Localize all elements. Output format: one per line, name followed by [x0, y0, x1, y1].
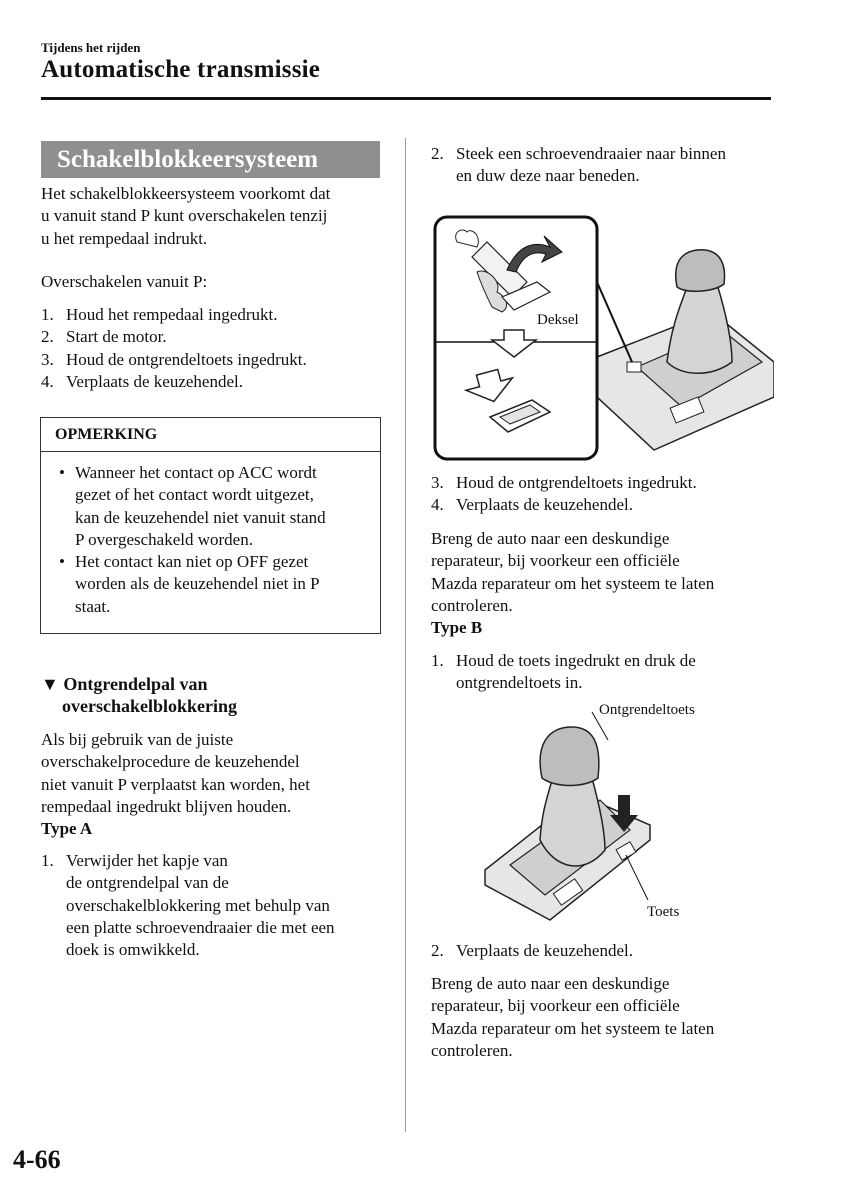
bullet: • — [59, 463, 65, 482]
para-line: Breng de auto naar een deskundige — [431, 974, 670, 993]
note-item — [59, 462, 380, 551]
para-line: reparateur, bij voorkeur een officiële — [431, 551, 680, 571]
shifter-knob — [676, 250, 725, 291]
para-line: controleren. — [431, 1040, 513, 1060]
section-title: Schakelblokkeersysteem — [41, 141, 380, 178]
step-text: Verplaats de keuzehendel. — [456, 941, 633, 960]
shifter-boot — [540, 778, 605, 866]
breadcrumb: Tijdens het rijden — [41, 40, 141, 55]
step-line: de ontgrendelpal van de — [66, 873, 229, 893]
step-line: doek is omwikkeld. — [66, 940, 200, 960]
para-line: rempedaal ingedrukt blijven houden. — [41, 796, 292, 816]
note-line: gezet of het contact wordt uitgezet, — [75, 485, 314, 505]
type-b-label: Type B — [431, 618, 483, 638]
note-line: worden als de keuzehendel niet in P — [75, 574, 320, 594]
step-number: 3. — [41, 349, 54, 369]
para-line: controleren. — [431, 595, 513, 615]
title-rule — [41, 97, 771, 100]
type-a-steps-list — [431, 472, 776, 517]
step-text — [456, 650, 696, 695]
step-line: Steek een schroevendraaier naar binnen — [456, 144, 726, 163]
para-line: Mazda reparateur om het systeem te laten — [431, 573, 715, 593]
dealer-paragraph-2 — [431, 973, 781, 1062]
button-label: Toets — [647, 904, 680, 920]
type-b-illustration — [480, 700, 720, 932]
step-number: 3. — [431, 473, 444, 492]
type-a-step-2 — [431, 143, 776, 188]
type-a-label: Type A — [41, 819, 93, 839]
step-line: een platte schroevendraaier die met een — [66, 917, 335, 937]
step-number: 2. — [41, 327, 54, 347]
step-text — [456, 143, 726, 188]
para-line: Breng de auto naar een deskundige — [431, 529, 670, 548]
page-number: 4-66 — [13, 1145, 61, 1174]
note-item-text — [75, 551, 320, 618]
bullet: • — [59, 552, 65, 572]
cover-label: Deksel — [537, 312, 579, 328]
subheading-line: Ontgrendelpal van — [63, 674, 208, 694]
step-text: Houd het rempedaal ingedrukt. — [66, 305, 278, 324]
step-line: overschakelblokkering met behulp van — [66, 895, 330, 915]
note-list — [41, 452, 380, 618]
step-line: en duw deze naar beneden. — [456, 166, 640, 186]
type-a-illustration — [432, 212, 774, 470]
step-text — [66, 850, 335, 961]
note-line: Wanneer het contact op ACC wordt — [75, 463, 317, 482]
note-line: P overgeschakeld worden. — [75, 529, 253, 549]
step-number: 1. — [41, 305, 54, 324]
note-line: Het contact kan niet op OFF gezet — [75, 552, 309, 572]
list-item — [41, 326, 391, 348]
step-number: 2. — [431, 144, 444, 163]
step-text: Start de motor. — [66, 327, 167, 347]
note-item — [59, 551, 380, 618]
page-title: Automatische transmissie — [41, 56, 321, 83]
para-line: reparateur, bij voorkeur een officiële — [431, 996, 680, 1016]
step-line: Houd de toets ingedrukt en druk de — [456, 651, 696, 670]
release-subheading — [41, 673, 237, 717]
triangle-down-icon: ▼ — [41, 674, 59, 694]
step-text: Houd de ontgrendeltoets ingedrukt. — [456, 473, 697, 492]
note-line: kan de keuzehendel niet vanuit stand — [75, 507, 326, 527]
para-line: Mazda reparateur om het systeem te laten — [431, 1018, 715, 1038]
type-b-step — [431, 650, 776, 695]
step-number: 4. — [431, 495, 444, 515]
intro-line: u vanuit stand P kunt overschakelen tenzij — [41, 206, 328, 226]
list-item — [41, 304, 391, 326]
note-heading: OPMERKING — [41, 418, 380, 452]
column-divider — [405, 138, 406, 1132]
type-b-step-2 — [431, 940, 776, 962]
list-item — [431, 472, 776, 494]
type-a-step — [41, 850, 401, 961]
cover-slot — [627, 362, 641, 372]
release-button-label: Ontgrendeltoets — [599, 702, 695, 718]
figure-type-a — [432, 212, 774, 470]
intro-line: u het rempedaal indrukt. — [41, 228, 208, 248]
step-line: ontgrendeltoets in. — [456, 673, 583, 693]
intro-paragraph — [41, 183, 391, 250]
step-number: 4. — [41, 371, 54, 391]
note-item-text — [75, 462, 326, 551]
step-number: 1. — [41, 851, 54, 870]
list-item — [41, 349, 391, 371]
para-line: Als bij gebruik van de juiste — [41, 730, 234, 749]
note-box — [40, 417, 381, 634]
para-line: overschakelprocedure de keuzehendel — [41, 752, 300, 772]
step-text: Houd de ontgrendeltoets ingedrukt. — [66, 349, 307, 369]
list-item — [431, 494, 776, 516]
para-line: niet vanuit P verplaatst kan worden, het — [41, 774, 310, 794]
shift-from-p-label: Overschakelen vanuit P: — [41, 272, 208, 291]
step-number: 1. — [431, 651, 444, 670]
release-paragraph — [41, 729, 396, 840]
leader-line — [626, 855, 648, 900]
subheading-line: overschakelblokkering — [62, 696, 238, 716]
step-line: Verwijder het kapje van — [66, 851, 228, 870]
shift-steps-list — [41, 304, 391, 393]
dealer-paragraph — [431, 528, 781, 639]
list-item — [41, 371, 391, 393]
shifter-knob — [540, 727, 599, 786]
step-text: Verplaats de keuzehendel. — [456, 495, 633, 515]
intro-line: Het schakelblokkeersysteem voorkomt dat — [41, 184, 331, 203]
step-number: 2. — [431, 941, 444, 960]
note-line: staat. — [75, 596, 111, 616]
shifter-boot — [667, 284, 732, 373]
step-text: Verplaats de keuzehendel. — [66, 371, 243, 391]
figure-type-b — [480, 700, 720, 932]
